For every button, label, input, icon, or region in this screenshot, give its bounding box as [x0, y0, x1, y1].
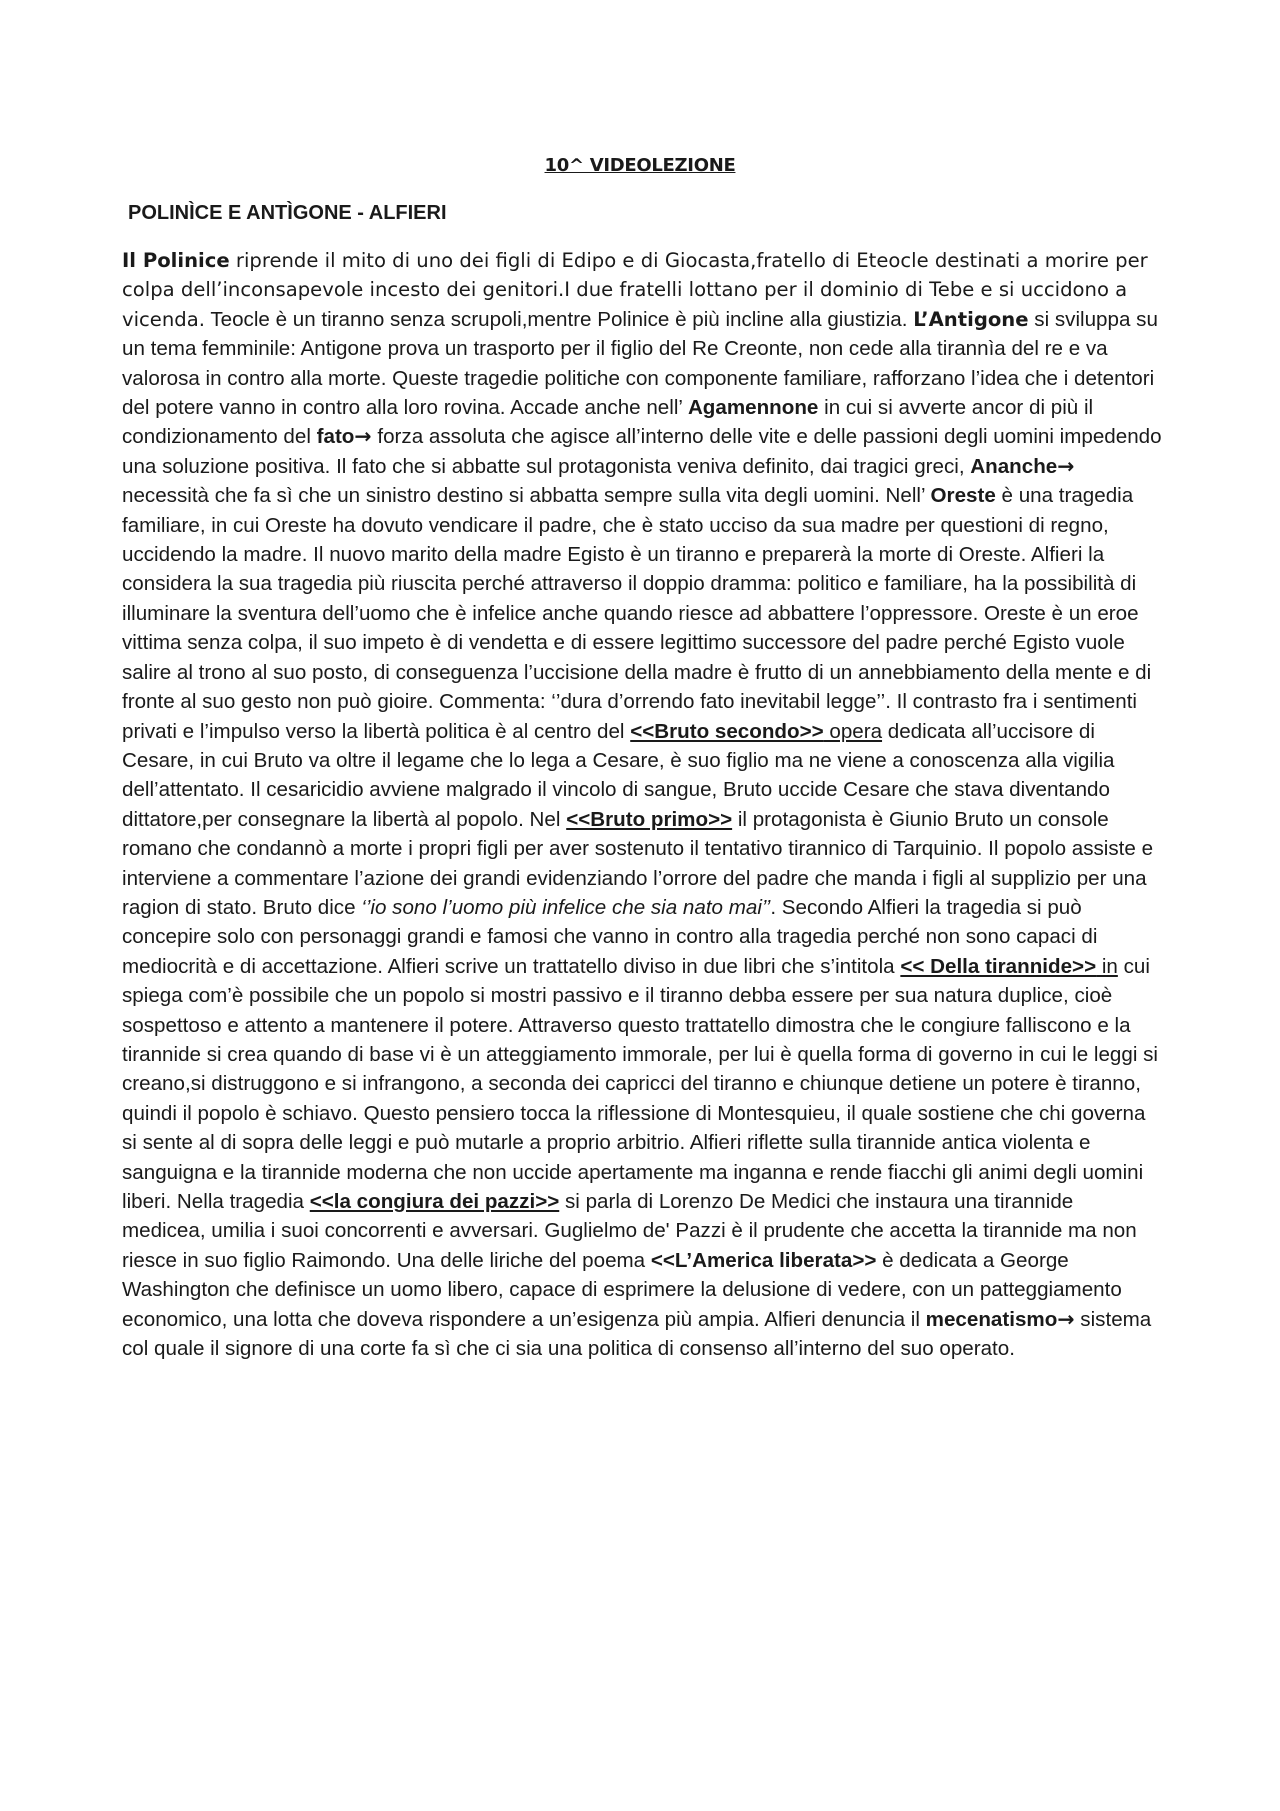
document-body [122, 246, 1162, 1363]
body-text: in cui si avverte ancor di più il condizionamento del [122, 396, 1094, 449]
body-paragraph [122, 246, 1162, 1363]
america-liberata-title: <<L’America liberata>> [650, 1248, 877, 1272]
body-text: è una tragedia familiare, in cui Oreste ha dovuto vendicare il padre, che è stato ucciso da sua madre per questioni di regno, uccidendo la madre. Il nuovo marito della madre Egisto è un tiranno e preparerà la morte di Oreste. Alfieri la considera la sua tragedia più riuscita perché attraverso il doppio dramma: politico e familiare, ha la possibilità di illuminare la sventura dell’uomo che è infelice anche quando riesce ad abbattere l’oppressore. Oreste è un eroe vittima senza colpa, il suo impeto è di vendetta e di essere legittimo successore del padre perché Egisto vuole salire al trono al suo posto, di conseguenza l’uccisione della madre è frutto di un annebbiamento della mente e di fronte al suo gesto non può gioire. Commenta: ‘’dura d’orrendo fato inevitabil legge’’. Il contrasto fra i sentimenti privati e l’impulso verso la libertà politica è al centro del [122, 484, 1152, 743]
body-text: riprende il mito di uno dei figli di Edipo e di Giocasta,fratello di Eteocle destinati a morire per colpa dell’inconsapevole incesto dei genitori.I due fratelli lottano per il dominio di Tebe e si uccidono a vicenda. [122, 249, 1148, 331]
body-text: si parla di Lorenzo De Medici che instaura una tirannide medicea, umilia i suoi concorrenti e avversari. Guglielmo de' Pazzi è il prudente che accetta la tirannide ma non riesce in suo figlio Raimondo. Una delle liriche del poema [122, 1190, 1137, 1272]
bruto-secondo-title: <<Bruto secondo>> [630, 719, 824, 743]
bruto-primo-title: <<Bruto primo>> [566, 807, 733, 831]
fato-term: fato [316, 425, 355, 449]
arrow-right-icon: → [1057, 453, 1075, 478]
body-text: dedicata all’uccisore di Cesare, in cui Bruto va oltre il legame che lo lega a Cesare, è suo figlio ma ne viene a conoscenza alla vigilia dell’attentato. Il cesaricidio avviene malgrado il vincolo di sangue, Bruto uccide Cesare che stava diventando dittatore,per consegnare la libertà al popolo. Nel [122, 719, 1115, 831]
agamennone-term: Agamennone [687, 396, 819, 420]
body-text: il protagonista è Giunio Bruto un console romano che condannò a morte i propri figli per aver sostenuto il tentativo tirannico di Tarquinio. Il popolo assiste e interviene a commentare l’azione dei grandi evidenziando l’orrore del padre che manda i figli al supplizio per una ragion di stato. Bruto dice [122, 807, 1154, 919]
oreste-term: Oreste [930, 484, 996, 508]
body-text: è dedicata a George Washington che definisce un uomo libero, capace di esprimere la delusione di vedere, con un patteggiamento economico, una lotta che doveva rispondere a un’esigenza più ampia. Alfieri denuncia il [122, 1248, 1122, 1331]
congiura-dei-pazzi-title: <<la congiura dei pazzi>> [309, 1190, 560, 1213]
body-text: sistema col quale il signore di una corte fa sì che ci sia una politica di consenso all’interno del suo operato. [122, 1307, 1152, 1361]
body-text: . Secondo Alfieri la tragedia si può concepire solo con personaggi grandi e famosi che vanno in contro alla tragedia perché non sono capaci di mediocrità e di accettazione. Alfieri scrive un trattatello diviso in due libri che s’intitola [122, 895, 1098, 978]
ananche-term: Ananche [970, 454, 1058, 478]
body-text: si sviluppa su un tema femminile: Antigone prova un trasporto per il figlio del Re Creonte, non cede alla tirannìa del re e va valorosa in contro alla morte. Queste tragedie politiche con componente familiare, rafforzano l’idea che i detentori del potere vanno in contro alla loro rovina. Accade anche nell’ [122, 307, 1158, 420]
body-text: cui spiega com’è possibile che un popolo si mostri passivo e il tiranno debba essere per sua natura duplice, cioè sospettoso e attento a mantenere il potere. Attraverso questo trattatello dimostra che le congiure falliscono e la tirannide si crea quando di base vi è un atteggiamento immorale, per lui è quella forma di governo in cui le leggi si creano,si distruggono e si infrangono, a seconda dei capricci del tiranno e chiunque detiene un potere è tiranno, quindi il popolo è schiavo. Questo pensiero tocca la riflessione di Montesquieu, il quale sostiene che chi governa si sente al di sopra delle leggi e può mutarle a proprio arbitrio. Alfieri riflette sulla tirannide antica violenta e sanguigna e la tirannide moderna che non uccide apertamente ma inganna e rende fiacchi gli animi degli uomini liberi. Nella tragedia [122, 954, 1159, 1213]
body-text: Teocle è un tiranno senza scrupoli,mentre Polinice è più incline alla giustizia. [204, 307, 908, 331]
antigone-term: L’Antigone [913, 307, 1029, 331]
mecenatismo-term: mecenatismo [925, 1307, 1058, 1331]
polinice-term: Il Polinice [122, 249, 230, 272]
bruto-quote: ‘’io sono l’uomo più infelice che sia nato mai’’ [361, 895, 771, 919]
arrow-right-icon: → [354, 424, 372, 449]
della-tirannide-title: << Della tirannide>> [900, 954, 1097, 978]
body-text: in [1096, 954, 1118, 978]
lesson-heading: 10^ VIDEOLEZIONE [544, 155, 736, 176]
document-title: POLINÌCE E ANTÌGONE - ALFIERI [128, 202, 447, 224]
body-text: necessità che fa sì che un sinistro destino si abbatta sempre sulla vita degli uomini. Nell’ [122, 484, 931, 508]
body-text: forza assoluta che agisce all’interno delle vite e delle passioni degli uomini impedendo una soluzione positiva. Il fato che si abbatte sul protagonista veniva definito, dai tragici greci, [122, 425, 1162, 478]
arrow-right-icon: → [1057, 1306, 1075, 1331]
body-text: opera [823, 719, 883, 743]
